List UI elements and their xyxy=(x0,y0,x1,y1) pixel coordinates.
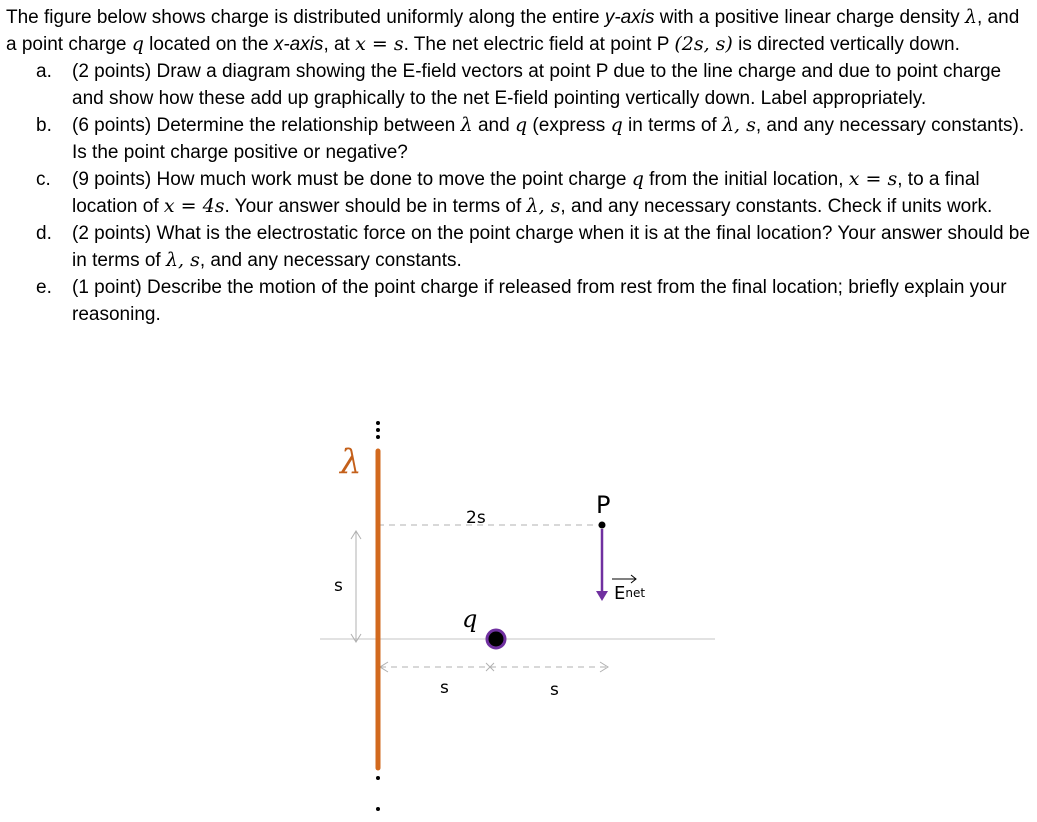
part-text: in terms of xyxy=(622,115,722,136)
intro-text: with a positive linear charge density xyxy=(654,7,965,28)
part-text: , and any necessary constants. xyxy=(199,250,462,271)
part-a xyxy=(6,58,1031,112)
figure-svg xyxy=(310,415,720,820)
enet-label xyxy=(614,583,645,604)
part-text: , and any necessary constants). Is the point charge positive or negative? xyxy=(72,115,1025,163)
part-label: e. xyxy=(36,277,52,298)
part-text: (1 point) Describe the motion of the point charge if released from rest from the final location; briefly explain your reasoning. xyxy=(72,277,1007,325)
problem-intro xyxy=(6,4,1031,58)
part-b xyxy=(6,112,1031,166)
q-label: q xyxy=(462,605,478,633)
intro-q: q xyxy=(131,33,144,55)
part-label: c. xyxy=(36,169,51,190)
part-e xyxy=(6,274,1031,328)
distance-2s-label: 2s xyxy=(466,508,486,528)
part-math: x = s xyxy=(848,168,898,190)
continuation-dot xyxy=(376,776,380,780)
x-seg1-label: s xyxy=(440,678,449,698)
intro-coord: (2s, s) xyxy=(674,33,733,55)
part-text: , and any necessary constants. Check if units work. xyxy=(560,196,993,217)
part-math: λ xyxy=(460,114,473,136)
intro-text: located on the xyxy=(143,34,274,55)
p-label: P xyxy=(596,491,611,519)
part-text: (6 points) Determine the relationship between xyxy=(72,115,461,136)
part-d xyxy=(6,220,1031,274)
enet-label-e: E xyxy=(614,583,626,604)
part-text: , to a final location of xyxy=(72,169,980,217)
part-math: λ, s xyxy=(526,195,561,217)
part-math: λ, s xyxy=(721,114,756,136)
part-text: (2 points) Draw a diagram showing the E-field vectors at point P due to the line charge and due to point charge and show how these add up graphically to the net E-field pointing vertically down. Label appropriately. xyxy=(72,61,1002,109)
part-math: λ, s xyxy=(165,249,200,271)
intro-text: The figure below shows charge is distributed uniformly along the entire xyxy=(6,7,605,28)
physics-figure xyxy=(310,415,720,820)
intro-text: , at xyxy=(323,34,356,55)
intro-lambda: λ xyxy=(964,6,977,28)
continuation-dot xyxy=(376,807,380,811)
lambda-label: λ xyxy=(340,442,362,482)
part-math: q xyxy=(514,114,528,136)
point-p xyxy=(599,522,606,529)
enet-arrowhead xyxy=(596,591,608,601)
continuation-dot xyxy=(376,428,380,432)
x-seg2-label: s xyxy=(550,680,559,700)
problem-text xyxy=(6,4,1031,328)
part-text: (2 points) What is the electrostatic force on the point charge when it is at the final location? Your answer should be in terms of xyxy=(72,223,1030,271)
parts-list xyxy=(6,58,1031,328)
part-text: and xyxy=(472,115,515,136)
continuation-dot xyxy=(376,421,380,425)
intro-y-axis: y-axis xyxy=(604,7,655,28)
part-label: b. xyxy=(36,115,52,136)
intro-x-eq-s: x = s xyxy=(355,33,404,55)
part-label: d. xyxy=(36,223,52,244)
part-math: q xyxy=(610,114,623,136)
continuation-dot xyxy=(376,435,380,439)
part-label: a. xyxy=(36,61,52,82)
intro-x-axis: x-axis xyxy=(273,34,324,55)
part-c xyxy=(6,166,1031,220)
intro-text: is directed vertically down. xyxy=(732,34,960,55)
part-text: . Your answer should be in terms of xyxy=(224,196,527,217)
part-text: from the initial location, xyxy=(643,169,849,190)
part-math: x = 4s xyxy=(163,195,225,217)
intro-text: . The net electric field at point P xyxy=(403,34,675,55)
part-math: q xyxy=(631,168,644,190)
height-s-label: s xyxy=(334,576,343,596)
intro-text: , and a point charge xyxy=(6,7,1020,55)
enet-label-sub: net xyxy=(625,586,646,600)
point-charge xyxy=(487,630,505,648)
part-text: (9 points) How much work must be done to move the point charge xyxy=(72,169,632,190)
part-text: (express xyxy=(527,115,611,136)
